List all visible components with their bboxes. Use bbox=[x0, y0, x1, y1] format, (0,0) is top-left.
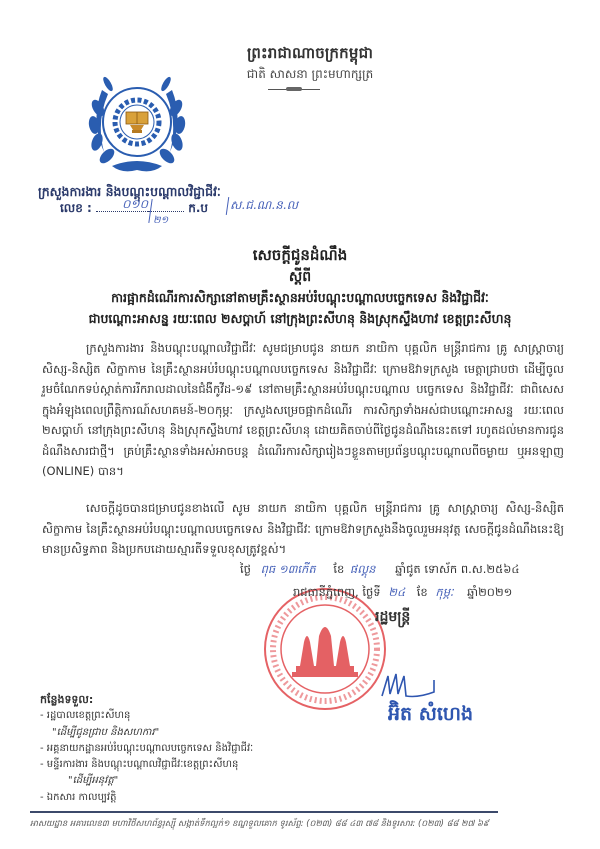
reference-year: ២១ bbox=[153, 215, 169, 226]
solar-year: ឆ្នាំ២០២១ bbox=[467, 585, 513, 599]
recipient-note: "ដើម្បីជូនជ្រាប និងសហការ" bbox=[52, 726, 160, 738]
footer-address: អាសយដ្ឋាន អគារលេខ៣ មហាវិថីសហព័ន្ធរុស្ស៊ី សង្កាត់ទឹកល្អក់១ ខណ្ឌទួលគោក ទូរស័ព្ទ: (០២៣) ៨៨ ៤៣ ៧៨ និងទូរសារ: (០២៣) ៨៨ ២៧ ៦៩ bbox=[30, 818, 489, 828]
solar-month: កុម្ភៈ bbox=[435, 585, 454, 599]
solar-month-prefix: ខែ bbox=[416, 585, 428, 599]
footer-divider bbox=[30, 811, 498, 813]
reference-code: ស.ជ.ណ.ន.ល bbox=[230, 198, 298, 212]
place-date-prefix: រាជធានីភ្នំពេញ, ថ្ងៃទី bbox=[293, 585, 381, 599]
signatory-name: អ៊ិត សំហេង bbox=[388, 703, 474, 725]
solar-date-line bbox=[293, 585, 512, 602]
ornament-divider bbox=[268, 89, 320, 90]
reference-slash bbox=[226, 197, 229, 215]
ministry-logo-icon bbox=[82, 70, 192, 180]
paragraph-text: សេចក្តីដូចបានជម្រាបជូនខាងលើ សូម នាយក នាយិកា បុគ្គលិក មន្ត្រីរាជការ គ្រូ សាស្ត្រាចារ្យ សិស្ស-និស្សិត សិក្ខាកាម នៃគ្រឹះស្ថានអប់រំបណ្តុះបណ្តាលបច្ចេកទេស និងវិជ្ជាជីវៈ ក្រោមឱវាទក្រសួងនឹងចូលរួមអនុវត្ត សេចក្តីជូនដំណឹងនេះឱ្យមានប្រសិទ្ធភាព និងប្រកបដោយស្មារតីទទួលខុសត្រូវខ្ពស់។ bbox=[42, 501, 564, 556]
lunar-date-line bbox=[240, 562, 520, 579]
document-heading: សេចក្តីជូនដំណឹង bbox=[252, 246, 348, 264]
lunar-day-prefix: ថ្ងៃ bbox=[240, 562, 251, 576]
lunar-month: ផល្គុន bbox=[349, 562, 376, 576]
handwritten-signature-icon bbox=[378, 670, 438, 706]
reference-type: ក.ប bbox=[188, 201, 208, 215]
paragraph-text: ក្រសួងការងារ និងបណ្តុះបណ្តាលវិជ្ជាជីវៈ សូមជម្រាបជូន នាយក នាយិកា បុគ្គលិក មន្ត្រីរាជការ គ្រូ សាស្ត្រាចារ្យ សិស្ស-និស្សិត សិក្ខាកាម នៃគ្រឹះស្ថានអប់រំបណ្តុះបណ្តាលបច្ចេកទេស និងវិជ្ជាជីវៈ ក្រោមឱវាទក្រសួង មេត្តាជ្រាបថា ដើម្បីចូលរួមចំណែកទប់ស្កាត់ការរីករាលដាលនៃជំងឺកូវីដ-១៩ នៅតាមគ្រឹះស្ថានអប់រំបណ្តុះបណ្តាល បច្ចេកទេស និងវិជ្ជាជីវៈ ជាពិសេសក្នុងអំឡុងពេលព្រឹត្តិការណ៍សហគមន៍-២០កុម្ភៈ ក្រសួងសម្រេចផ្អាកដំណើរ ការសិក្សាទាំងអស់ជាបណ្តោះអាសន្ន រយៈពេល ២សប្តាហ៍ នៅក្រុងព្រះសីហនុ និងស្រុកស្ទឹងហាវ ខេត្តព្រះសីហនុ ដោយគិតចាប់ពីថ្ងៃជូនដំណឹងនេះតទៅ រហូតដល់មានការជូនដំណឹងសារជាថ្មី។ គ្រប់គ្រឹះស្ថានទាំងអស់អាចបន្ត ដំណើរការសិក្សារៀងៗខ្លួនតាមប្រព័ន្ធបណ្តុះបណ្តាលពីចម្ងាយ ឬអនឡាញ (ONLINE) បាន។ bbox=[42, 341, 564, 478]
national-motto: ជាតិ សាសនា ព្រះមហាក្សត្រ bbox=[246, 67, 374, 81]
signatory-title: រដ្ឋមន្ត្រី bbox=[375, 609, 411, 625]
recipients-header: កន្លែងទទួល: bbox=[40, 693, 94, 706]
recipient-item: - មន្ទីរការងារ និងបណ្តុះបណ្តាលវិជ្ជាជីវៈខេត្តព្រះសីហនុ bbox=[40, 759, 239, 771]
reference-number: ០១០ bbox=[122, 197, 149, 211]
lunar-day: ពុធ ១៣កើត bbox=[260, 562, 316, 576]
issuing-ministry: ក្រសួងការងារ និងបណ្តុះបណ្តាលវិជ្ជាជីវៈ bbox=[38, 184, 221, 199]
lunar-year: ឆ្នាំជូត ទោស័ក ព.ស.២៥៦៤ bbox=[395, 562, 520, 576]
official-seal-icon bbox=[262, 586, 388, 712]
recipient-item: - រដ្ឋបាលខេត្តព្រះសីហនុ bbox=[40, 710, 131, 722]
kingdom-title: ព្រះរាជាណាចក្រកម្ពុជា bbox=[246, 44, 374, 62]
recipient-note: "ដើម្បីអនុវត្ត" bbox=[68, 775, 119, 787]
solar-day: ២៤ bbox=[388, 585, 406, 599]
recipients-list bbox=[40, 692, 253, 806]
subject-line-1: ការផ្អាកដំណើរការសិក្សានៅតាមគ្រឹះស្ថានអប់រំបណ្តុះបណ្តាលបច្ចេកទេស និងវិជ្ជាជីវៈ bbox=[111, 290, 489, 305]
lunar-month-prefix: ខែ bbox=[333, 562, 345, 576]
recipient-item: - ឯកសារ កាលប្បវត្តិ bbox=[40, 791, 117, 803]
subject-line-2: ជាបណ្តោះអាសន្ន រយៈពេល ២សប្តាហ៍ នៅក្រុងព្រះសីហនុ និងស្រុកស្ទឹងហាវ ខេត្តព្រះសីហនុ bbox=[88, 311, 512, 326]
subject-label: ស្តីពី bbox=[288, 269, 312, 285]
body-paragraph-2 bbox=[42, 498, 564, 560]
body-paragraph-1 bbox=[42, 338, 564, 482]
reference-label: លេខ : bbox=[60, 201, 92, 215]
recipient-item: - អគ្គនាយកដ្ឋានអប់រំបណ្តុះបណ្តាលបច្ចេកទេស និងវិជ្ជាជីវៈ bbox=[40, 742, 254, 754]
